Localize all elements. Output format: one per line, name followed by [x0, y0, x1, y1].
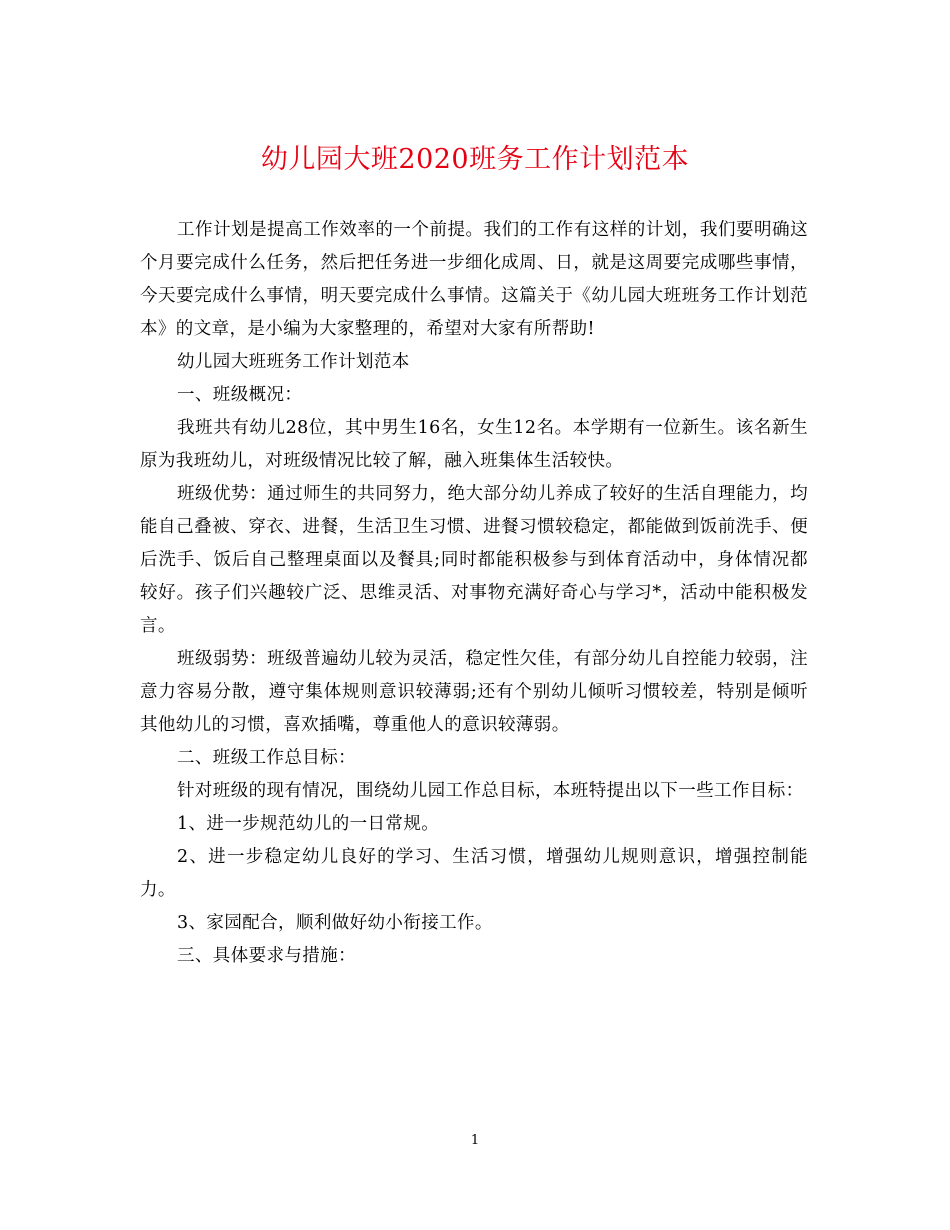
- class-overview-paragraph: 我班共有幼儿28位，其中男生16名，女生12名。本学期有一位新生。该名新生原为我班幼儿，对班级情况比较了解，融入班集体生活较快。: [140, 418, 808, 471]
- goals-intro-paragraph: 针对班级的现有情况，围绕幼儿园工作总目标，本班特提出以下一些工作目标：: [177, 781, 804, 801]
- section-heading-requirements: 三、具体要求与措施：: [177, 946, 356, 966]
- section-heading-class-overview: 一、班级概况：: [177, 385, 303, 405]
- document-body: [140, 214, 808, 973]
- goal-item-1: 1、进一步规范幼儿的一日常规。: [177, 814, 440, 834]
- page-number: 1: [470, 1133, 480, 1148]
- subtitle-paragraph: 幼儿园大班班务工作计划范本: [177, 352, 410, 372]
- section-heading-overall-goals: 二、班级工作总目标：: [177, 748, 356, 768]
- goal-item-3: 3、家园配合，顺利做好幼小衔接工作。: [177, 913, 493, 933]
- intro-paragraph: 工作计划是提高工作效率的一个前提。我们的工作有这样的计划，我们要明确这个月要完成什么任务，然后把任务进一步细化成周、日，就是这周要完成哪些事情，今天要完成什么事情，明天要完成什么事情。这篇关于《幼儿园大班班务工作计划范本》的文章，是小编为大家整理的，希望对大家有所帮助!: [140, 220, 808, 339]
- class-strengths-paragraph: 班级优势：通过师生的共同努力，绝大部分幼儿养成了较好的生活自理能力，均能自己叠被、穿衣、进餐，生活卫生习惯、进餐习惯较稳定，都能做到饭前洗手、便后洗手、饭后自己整理桌面以及餐具;同时都能积极参与到体育活动中，身体情况都较好。孩子们兴趣较广泛、思维灵活、对事物充满好奇心与学习*，活动中能积极发言。: [140, 484, 808, 636]
- class-weaknesses-paragraph: 班级弱势：班级普遍幼儿较为灵活，稳定性欠佳，有部分幼儿自控能力较弱，注意力容易分散，遵守集体规则意识较薄弱;还有个别幼儿倾听习惯较差，特别是倾听其他幼儿的习惯，喜欢插嘴，尊重他人的意识较薄弱。: [140, 649, 808, 735]
- document-title: 幼儿园大班2020班务工作计划范本: [260, 144, 690, 175]
- goal-item-2: 2、进一步稳定幼儿良好的学习、生活习惯，增强幼儿规则意识，增强控制能力。: [140, 847, 808, 900]
